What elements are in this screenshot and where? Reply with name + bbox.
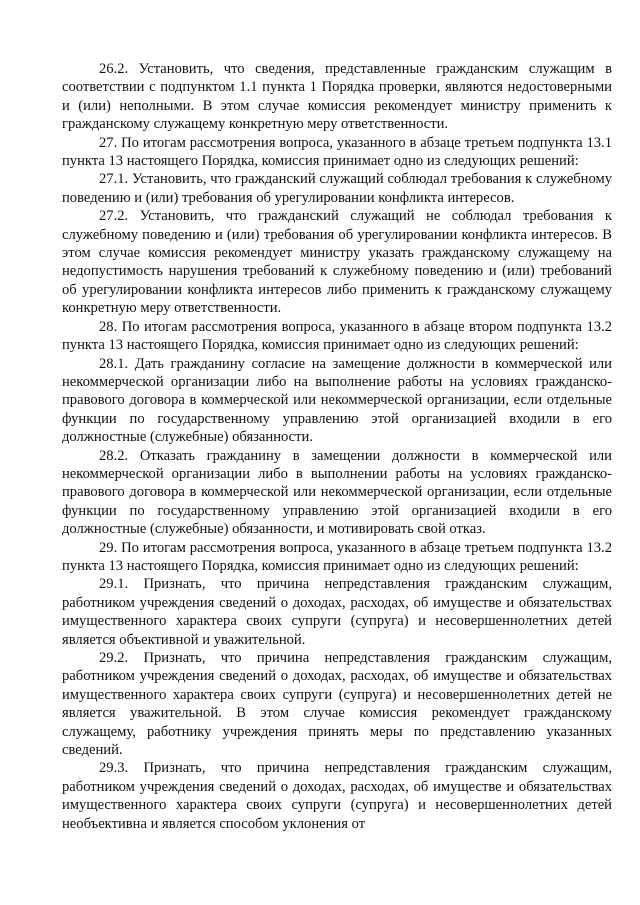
document-page — [62, 60, 612, 833]
paragraph-27: 27. По итогам рассмотрения вопроса, указанного в абзаце третьем подпункта 13.1 пункта 13 настоящего Порядка, комиссия принимает одно из следующих решений: — [62, 134, 612, 170]
paragraph-29-1: 29.1. Признать, что причина непредставления гражданским служащим, работником учреждения сведений о доходах, расходах, об имуществе и обязательствах имущественного характера своих супруги (супруга) и несовершеннолетних детей является объективной и уважительной. — [62, 576, 612, 648]
paragraph-28-2: 28.2. Отказать гражданину в замещении должности в коммерческой или некоммерческой организации либо в выполнении работы на условиях гражданско-правового договора в коммерческой или некоммерческой организации, если отдельные функции по государственному управлению этой организацией входили в его должностные (служебные) обязанности, и мотивировать свой отказ. — [62, 447, 612, 538]
paragraph-29-2: 29.2. Признать, что причина непредставления гражданским служащим, работником учреждения сведений о доходах, расходах, об имуществе и обязательствах имущественного характера своих супруги (супруга) и несовершеннолетних детей не является уважительной. В этом случае комиссия рекомендует гражданскому служащему, работнику учреждения принять меры по представлению указанных сведений. — [62, 650, 612, 759]
paragraph-27-2: 27.2. Установить, что гражданский служащий не соблюдал требования к служебному поведению и (или) требования об урегулировании конфликта интересов. В этом случае комиссия рекомендует министру указать гражданскому служащему на недопустимость нарушения требований к служебному поведению и (или) требований об урегулировании конфликта интересов либо применить к гражданскому служащему конкретную меру ответственности. — [62, 208, 612, 317]
paragraph-26-2: 26.2. Установить, что сведения, представленные гражданским служащим в соответствии с подпунктом 1.1 пункта 1 Порядка проверки, являются недостоверными и (или) неполными. В этом случае комиссия рекомендует министру применить к гражданскому служащему конкретную меру ответственности. — [62, 61, 612, 133]
paragraph-29-3: 29.3. Признать, что причина непредставления гражданским служащим, работником учреждения сведений о доходах, расходах, об имуществе и обязательствах имущественного характера своих супруги (супруга) и несовершеннолетних детей необъективна и является способом уклонения от — [62, 760, 612, 832]
paragraph-28-1: 28.1. Дать гражданину согласие на замещение должности в коммерческой или некоммерческой организации либо на выполнение работы на условиях гражданско-правового договора в коммерческой или некоммерческой организации, если отдельные функции по государственному управлению этой организацией входили в его должностные (служебные) обязанности. — [62, 355, 612, 446]
paragraph-28: 28. По итогам рассмотрения вопроса, указанного в абзаце втором подпункта 13.2 пункта 13 настоящего Порядка, комиссия принимает одно из следующих решений: — [62, 318, 612, 354]
paragraph-29: 29. По итогам рассмотрения вопроса, указанного в абзаце третьем подпункта 13.2 пункта 13 настоящего Порядка, комиссия принимает одно из следующих решений: — [62, 539, 612, 574]
paragraph-27-1: 27.1. Установить, что гражданский служащий соблюдал требования к служебному поведению и (или) требования об урегулировании конфликта интересов. — [62, 171, 612, 206]
